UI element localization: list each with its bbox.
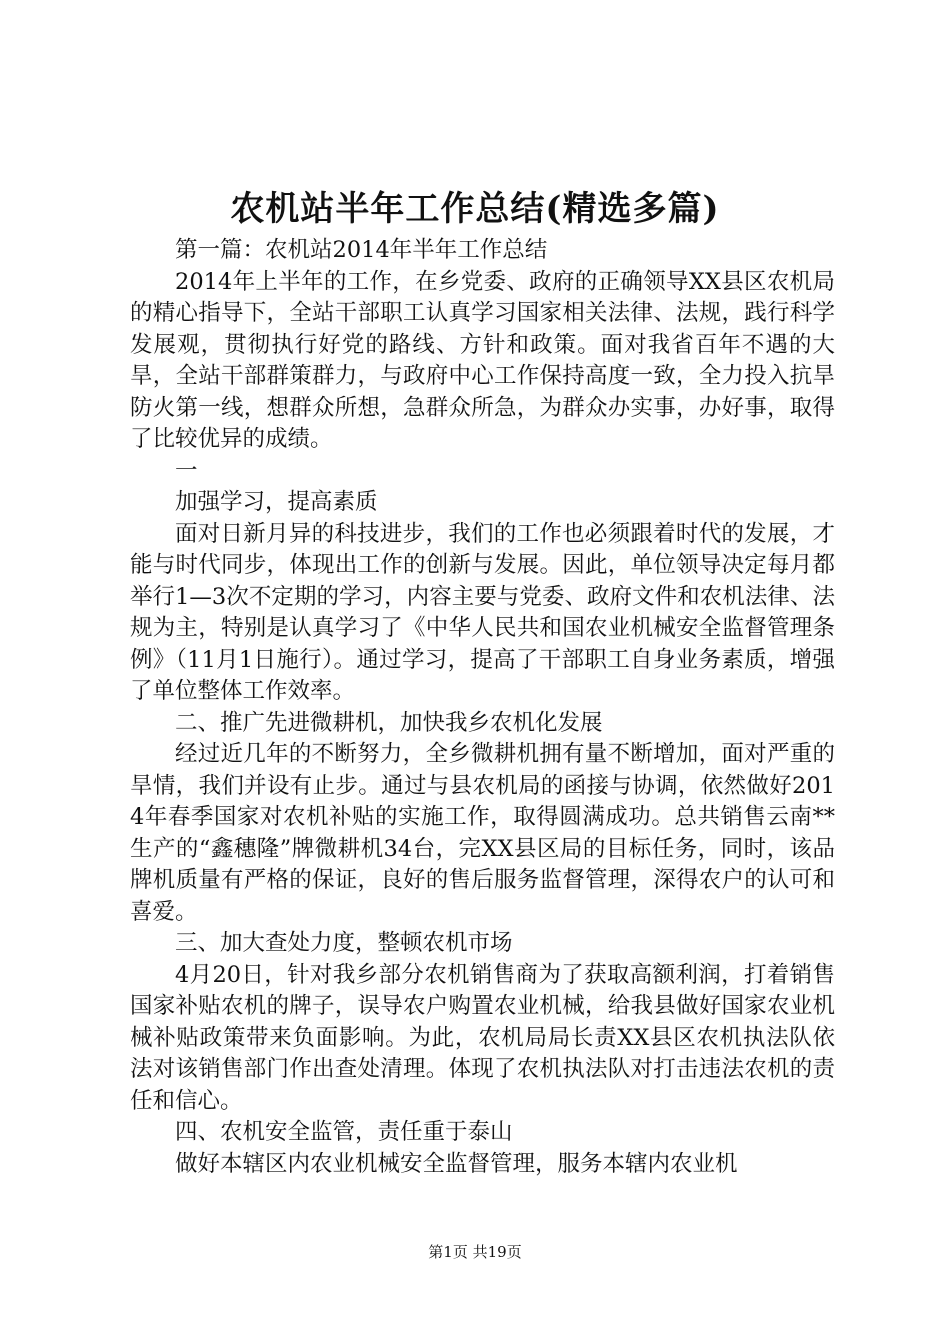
- section-heading: 四、农机安全监管，责任重于泰山: [175, 1119, 513, 1145]
- body-paragraph: 面对日新月异的科技进步，我们的工作也必须跟着时代的发展，才能与时代同步，体现出工作的创新与发展。因此，单位领导决定每月都举行1—3次不定期的学习，内容主要与党委、政府文件和农机法律、法规为主，特别是认真学习了《中华人民共和国农业机械安全监督管理条例》（11月1日施行）。通过学习，提高了干部职工自身业务素质，增强了单位整体工作效率。: [130, 520, 835, 704]
- document-title: 农机站半年工作总结(精选多篇): [230, 189, 720, 229]
- page-footer: 第1页 共19页: [428, 1243, 522, 1261]
- section-heading: 二、推广先进微耕机，加快我乡农机化发展: [175, 709, 603, 736]
- section-heading: 加强学习，提高素质: [175, 489, 378, 515]
- document-body: [130, 235, 835, 1180]
- body-paragraph: 4月20日，针对我乡部分农机销售商为了获取高额利润，打着销售国家补贴农机的牌子，误导农户购置农业机械，给我县做好国家农业机械补贴政策带来负面影响。为此，农机局局长责XX县区农机执法队依法对该销售部门作出查处清理。体现了农机执法队对打击违法农机的责任和信心。: [130, 961, 835, 1114]
- body-paragraph: 做好本辖区内农业机械安全监督管理，服务本辖内农业机: [175, 1150, 738, 1177]
- body-paragraph: 2014年上半年的工作，在乡党委、政府的正确领导XX县区农机局的精心指导下，全站干部职工认真学习国家相关法律、法规，践行科学发展观，贯彻执行好党的路线、方针和政策。面对我省百年不遇的大旱，全站干部群策群力，与政府中心工作保持高度一致，全力投入抗旱防火第一线，想群众所想，急群众所急，为群众办实事，办好事，取得了比较优异的成绩。: [130, 268, 835, 452]
- section-heading: 第一篇：农机站2014年半年工作总结: [175, 237, 548, 263]
- body-paragraph: 经过近几年的不断努力，全乡微耕机拥有量不断增加，面对严重的旱情，我们并设有止步。通过与县农机局的函接与协调，依然做好2014年春季国家对农机补贴的实施工作，取得圆满成功。总共销售云南**生产的“鑫穗隆”牌微耕机34台，完XX县区局的目标任务，同时，该品牌机质量有严格的保证，良好的售后服务监督管理，深得农户的认可和喜爱。: [130, 741, 835, 925]
- section-heading: 三、加大查处力度，整顿农机市场: [175, 930, 513, 956]
- section-number: 一: [175, 457, 198, 484]
